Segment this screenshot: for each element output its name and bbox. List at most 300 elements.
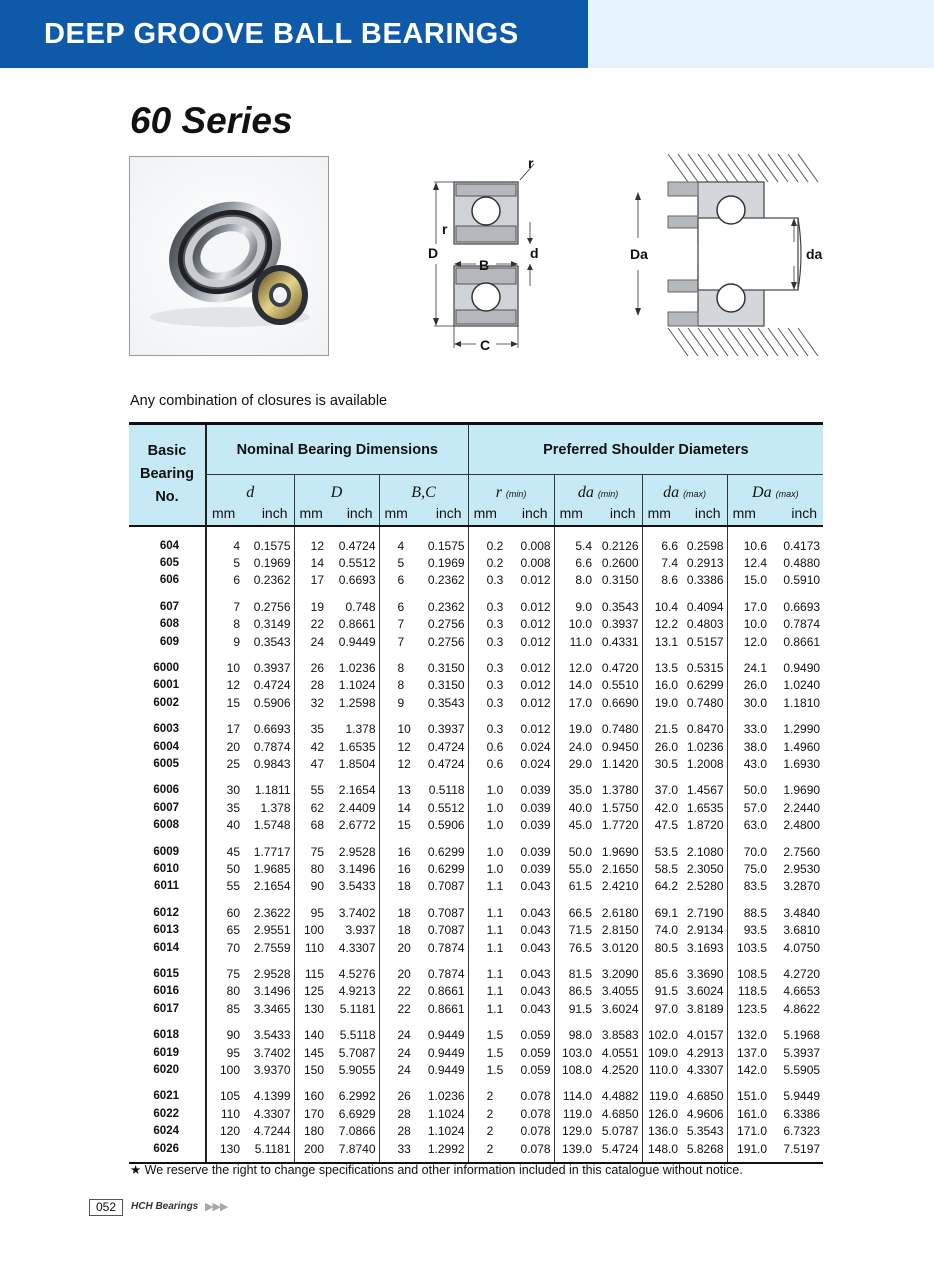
dimension-cell: 93.5 [727, 922, 771, 939]
dimension-cell: 91.5 [554, 1001, 596, 1018]
dimension-cell: 1.0 [468, 817, 507, 834]
dimension-cell: 12.2 [642, 616, 682, 633]
dimension-cell: 28 [379, 1123, 414, 1140]
dimension-cell: 0.9490 [783, 660, 821, 675]
col-da-min-header [554, 475, 642, 502]
nominal-dimensions-header: Nominal Bearing Dimensions [206, 424, 468, 475]
bearing-number-cell: 607 [159, 600, 179, 613]
dimension-cell: 0.3 [468, 712, 507, 738]
dimension-cell: 50 [206, 861, 244, 878]
dimension-cell: 13.1 [642, 634, 682, 651]
dimension-cell: 5.4 [554, 526, 596, 555]
dimension-cell: 1.1 [468, 896, 507, 922]
dimension-cell: 12 [379, 739, 414, 756]
dimension-cell: 1.0 [468, 835, 507, 861]
dimension-cell: 24 [294, 634, 328, 651]
label-r-side: r [442, 221, 448, 237]
dimension-cell: 0.4724 [427, 756, 465, 771]
dimension-cell: 4.6850 [601, 1106, 639, 1121]
col-r-header [468, 475, 554, 502]
dimension-cell: 3.1693 [686, 940, 724, 955]
dimension-cell: 5.8268 [682, 1141, 727, 1163]
dimension-cell: 26.0 [727, 677, 771, 694]
dimension-cell: 6 [206, 572, 244, 589]
dimension-cell: 1.0236 [686, 739, 724, 754]
dimension-cell: 0.3 [468, 677, 507, 694]
dimension-cell: 20 [379, 940, 414, 957]
brand-name: HCH Bearings [131, 1201, 199, 1212]
dimension-cell: 42.0 [642, 800, 682, 817]
dimension-cell: 76.5 [554, 940, 596, 957]
dimension-cell: 1.0236 [338, 660, 376, 675]
dimension-cell: 0.2756 [427, 617, 465, 632]
dimension-cell: 2 [468, 1123, 507, 1140]
page-header-title: DEEP GROOVE BALL BEARINGS [44, 18, 519, 50]
dimension-cell: 0.043 [520, 940, 551, 955]
dimension-cell: 0.2913 [686, 555, 724, 570]
bearing-number-cell: 6019 [153, 1046, 179, 1059]
dimension-cell: 6.6 [554, 555, 596, 572]
table-row [129, 773, 823, 799]
dimension-cell: 110 [206, 1106, 244, 1123]
bearing-number-cell: 6002 [153, 696, 179, 709]
dimension-cell: 3.3690 [686, 967, 724, 982]
col-D-symbol: D [330, 483, 343, 501]
shoulder-diameters-header: Preferred Shoulder Diameters [468, 424, 823, 475]
dimension-cell: 11.0 [554, 634, 596, 651]
dimension-cell: 98.0 [554, 1018, 596, 1044]
dimension-cell: 0.2 [468, 526, 507, 555]
dimension-cell: 1.1 [468, 878, 507, 895]
next-arrows-icon: ▶▶▶ [205, 1201, 228, 1213]
bearing-number-cell: 6021 [153, 1090, 179, 1103]
bearing-spec-table [129, 422, 823, 1164]
table-row [129, 983, 823, 1000]
dimension-cell: 3.4840 [783, 905, 821, 920]
dimension-cell: 2.7560 [783, 844, 821, 859]
bearing-number-cell: 604 [159, 539, 179, 552]
dimension-cell: 10.0 [554, 616, 596, 633]
bearing-number-cell: 6009 [153, 845, 179, 858]
dimension-cell: 6.2992 [338, 1089, 376, 1104]
dimension-cell: 0.2756 [253, 599, 291, 614]
dimension-cell: 32 [294, 695, 328, 712]
dimension-cell: 140 [294, 1018, 328, 1044]
dimension-cell: 2 [468, 1079, 507, 1105]
dimension-cell: 47.5 [642, 817, 682, 834]
bearing-number-cell: 6011 [154, 880, 179, 893]
dimension-cell: 1.1024 [427, 1106, 465, 1121]
dimension-cell: 0.043 [520, 905, 551, 920]
bearing-number-cell: 6007 [153, 801, 179, 814]
dimension-cell: 3.8583 [601, 1028, 639, 1043]
dimension-cell: 0.4331 [601, 634, 639, 649]
dimension-cell: 7 [206, 590, 244, 616]
dimension-cell: 139.0 [554, 1141, 596, 1163]
dimension-cell: 6 [379, 572, 414, 589]
dimension-cell: 3.1496 [338, 862, 376, 876]
dimension-cell: 74.0 [642, 922, 682, 939]
bearing-number-cell: 6018 [153, 1029, 179, 1042]
dimension-cell: 4.5276 [338, 967, 376, 982]
dimension-cell: 0.3 [468, 616, 507, 633]
table-row [129, 800, 823, 817]
unit-mm: mm [727, 502, 771, 526]
dimension-cell: 0.039 [520, 800, 551, 815]
dimension-cell: 132.0 [727, 1018, 771, 1044]
dimension-cell: 0.4724 [338, 538, 376, 553]
dimension-cell: 70.0 [727, 835, 771, 861]
dimension-cell: 19.0 [642, 695, 682, 712]
dimension-cell: 0.012 [520, 634, 551, 649]
dimension-cell: 4.2720 [783, 967, 821, 982]
dimension-cell: 5.5118 [339, 1028, 376, 1043]
dimension-cell: 115 [294, 957, 328, 983]
bearing-number-cell: 6005 [153, 757, 179, 770]
dimension-cell: 15.0 [727, 572, 771, 589]
dimension-cell: 22 [379, 983, 414, 1000]
dimension-cell: 16 [379, 861, 414, 878]
dimension-cell: 0.059 [520, 1045, 551, 1060]
table-row [129, 1062, 823, 1079]
dimension-cell: 81.5 [554, 957, 596, 983]
bearing-number-cell: 6024 [153, 1125, 179, 1138]
dimension-cell: 0.6299 [686, 678, 724, 693]
dimension-cell: 0.043 [520, 879, 551, 894]
dimension-cell: 5.1968 [783, 1028, 821, 1043]
dimension-cell: 25 [206, 756, 244, 773]
dimension-cell: 0.4173 [783, 538, 821, 553]
dimension-cell: 0.039 [520, 862, 551, 876]
dimension-cell: 5.9055 [338, 1063, 376, 1078]
dimension-cell: 55 [206, 878, 244, 895]
dimension-cell: 0.2126 [601, 538, 639, 553]
dimension-cell: 0.7087 [427, 879, 465, 894]
dimension-cell: 4.7244 [253, 1124, 291, 1139]
basic-bearing-no-header [129, 424, 206, 526]
dimension-cell: 57.0 [727, 800, 771, 817]
dimension-cell: 130 [294, 1001, 328, 1018]
dimension-cell: 40.0 [554, 800, 596, 817]
unit-inch: inch [596, 502, 642, 526]
dimension-cell: 160 [294, 1079, 328, 1105]
dimension-cell: 24.1 [727, 651, 771, 677]
table-row [129, 817, 823, 834]
dimension-cell: 5.7087 [338, 1045, 376, 1060]
table-row [129, 634, 823, 651]
dimension-cell: 62 [294, 800, 328, 817]
dimension-cell: 0.8661 [338, 617, 376, 632]
dimension-cell: 2.5280 [686, 879, 724, 894]
dimension-cell: 1.0236 [427, 1089, 465, 1104]
dimension-cell: 5.3937 [783, 1045, 821, 1060]
dimension-cell: 1.0 [468, 773, 507, 799]
dimension-cell: 0.4724 [427, 739, 465, 754]
dimension-cell: 2.4210 [601, 879, 639, 894]
table-row [129, 756, 823, 773]
unit-mm: mm [379, 502, 414, 526]
dimension-cell: 6 [379, 590, 414, 616]
label-D: D [428, 245, 439, 261]
dimension-cell: 1.0 [468, 861, 507, 878]
bearing-number-cell: 6001 [153, 679, 179, 692]
bearing-number-cell: 6022 [153, 1107, 179, 1120]
table-row [129, 1106, 823, 1123]
dimension-cell: 200 [294, 1141, 328, 1163]
dimension-cell: 3.2090 [601, 967, 639, 982]
col-da-min-sub: (min) [597, 488, 619, 499]
dimension-cell: 0.5512 [338, 555, 376, 570]
dimension-cell: 0.3 [468, 634, 507, 651]
dimension-cell: 35 [206, 800, 244, 817]
dimension-cell: 0.7087 [427, 905, 465, 920]
dimension-cell: 0.1575 [427, 538, 465, 553]
dimension-cell: 2.9530 [783, 862, 821, 876]
dimension-cell: 0.3 [468, 651, 507, 677]
dimension-cell: 13.5 [642, 651, 682, 677]
dimension-cell: 5.3543 [686, 1124, 724, 1139]
unit-mm: mm [206, 502, 244, 526]
table-row [129, 651, 823, 677]
dimension-cell: 2.9528 [253, 967, 291, 982]
dimension-cell: 161.0 [727, 1106, 771, 1123]
dimension-cell: 3.5433 [338, 879, 376, 894]
dimension-cell: 22 [379, 1001, 414, 1018]
dimension-cell: 1.9690 [783, 783, 821, 798]
dimension-cell: 0.748 [345, 599, 376, 614]
dimension-cell: 5 [206, 555, 244, 572]
dimension-cell: 0.039 [520, 818, 551, 833]
dimension-cell: 0.9449 [338, 634, 376, 649]
col-r-symbol: r [495, 483, 502, 501]
bearing-number-cell: 6008 [153, 819, 179, 832]
dimension-cell: 4.4882 [601, 1089, 639, 1104]
dimension-cell: 10 [379, 712, 414, 738]
dimension-cell: 125 [294, 983, 328, 1000]
dimension-cell: 1.1 [468, 940, 507, 957]
dimension-cell: 16 [379, 835, 414, 861]
dimension-cell: 0.2362 [427, 599, 465, 614]
dimension-cell: 68 [294, 817, 328, 834]
label-Da: Da [630, 246, 648, 262]
dimension-cell: 0.4880 [783, 555, 821, 570]
dimension-cell: 63.0 [727, 817, 771, 834]
dimension-cell: 0.043 [520, 967, 551, 982]
dimension-cell: 2.9134 [686, 923, 724, 938]
dimension-cell: 2.4800 [783, 818, 821, 833]
bearing-number-cell: 6014 [153, 941, 179, 954]
dimension-cell: 2.2440 [783, 800, 821, 815]
footnote: ★ We reserve the right to change specifications and other information included in this catalogue without notice. [130, 1163, 743, 1177]
dimension-cell: 0.3543 [253, 634, 291, 649]
dimension-cell: 0.7480 [686, 695, 724, 710]
table-row [129, 896, 823, 922]
col-Da-max-symbol: Da [752, 483, 772, 501]
dimension-cell: 0.3543 [601, 599, 639, 614]
dimension-cell: 10.4 [642, 590, 682, 616]
dimension-cell: 0.8661 [427, 984, 465, 999]
dimension-cell: 100 [206, 1062, 244, 1079]
dimension-cell: 0.024 [520, 739, 551, 754]
dimension-cell: 0.4803 [686, 617, 724, 632]
dimension-cell: 3.6024 [686, 984, 724, 999]
dimension-cell: 75 [294, 835, 328, 861]
dimension-cell: 0.6693 [783, 599, 821, 614]
dimension-cell: 0.2 [468, 555, 507, 572]
dimension-cell: 53.5 [642, 835, 682, 861]
dimension-cell: 35 [294, 712, 328, 738]
dimension-cell: 118.5 [727, 983, 771, 1000]
dimension-cell: 17 [206, 712, 244, 738]
dimension-cell: 18 [379, 878, 414, 895]
table-row [129, 835, 823, 861]
dimension-cell: 9 [379, 695, 414, 712]
dimension-cell: 33.0 [727, 712, 771, 738]
label-r-top: r [528, 155, 534, 171]
table-row [129, 1141, 823, 1163]
dimension-cell: 24 [379, 1062, 414, 1079]
dimension-cell: 1.6930 [783, 756, 821, 771]
dimension-cell: 1.5 [468, 1018, 507, 1044]
dimension-cell: 3.3465 [253, 1001, 291, 1016]
dimension-cell: 148.0 [642, 1141, 682, 1163]
dimension-cell: 9 [206, 634, 244, 651]
dimension-cell: 0.3150 [427, 678, 465, 693]
table-row [129, 861, 823, 878]
dimension-cell: 38.0 [727, 739, 771, 756]
col-D-header [294, 475, 379, 502]
dimension-cell: 58.5 [642, 861, 682, 878]
dimension-cell: 119.0 [554, 1106, 596, 1123]
dimension-cell: 1.1 [468, 983, 507, 1000]
dimension-cell: 0.6 [468, 756, 507, 773]
dimension-cell: 4.8622 [783, 1001, 821, 1016]
dimension-cell: 4.0157 [686, 1028, 724, 1043]
dimension-cell: 5.5905 [783, 1063, 821, 1078]
dimension-cell: 0.043 [520, 984, 551, 999]
dimension-cell: 191.0 [727, 1141, 771, 1163]
dimension-cell: 1.1 [468, 1001, 507, 1018]
dimension-cell: 137.0 [727, 1045, 771, 1062]
dimension-cell: 19.0 [554, 712, 596, 738]
dimension-cell: 12.0 [554, 651, 596, 677]
dimension-cell: 6.6 [642, 526, 682, 555]
dimension-cell: 1.0240 [783, 678, 821, 693]
table-row [129, 616, 823, 633]
dimension-cell: 1.5 [468, 1045, 507, 1062]
dimension-cell: 24 [379, 1045, 414, 1062]
bearing-number-cell: 6017 [153, 1002, 179, 1015]
dimension-cell: 0.078 [520, 1106, 551, 1121]
dimension-cell: 136.0 [642, 1123, 682, 1140]
dimension-cell: 12 [206, 677, 244, 694]
dimension-cell: 30.5 [642, 756, 682, 773]
dimension-cell: 4.3307 [686, 1063, 724, 1078]
dimension-cell: 45 [206, 835, 244, 861]
series-title: 60 Series [130, 100, 293, 141]
dimension-cell: 4.0750 [783, 940, 821, 955]
dimension-cell: 66.5 [554, 896, 596, 922]
dimension-cell: 75 [206, 957, 244, 983]
dimension-cell: 2.1080 [686, 844, 724, 859]
bearing-photo [129, 156, 329, 356]
table-row [129, 957, 823, 983]
basic-header-line1: Basic [147, 443, 187, 460]
dimension-cell: 0.2362 [427, 573, 465, 588]
dimension-cell: 1.1 [468, 922, 507, 939]
dimension-cell: 7.5197 [771, 1141, 823, 1163]
dimension-cell: 5.0787 [601, 1124, 639, 1139]
dimension-cell: 7.8740 [328, 1141, 379, 1163]
dimension-cell: 43.0 [727, 756, 771, 773]
dimension-cell: 19 [294, 590, 328, 616]
unit-mm: mm [294, 502, 328, 526]
dimension-cell: 6.3386 [783, 1106, 821, 1121]
table-row [129, 1001, 823, 1018]
dimension-cell: 90 [294, 878, 328, 895]
dimension-cell: 17.0 [727, 590, 771, 616]
dimension-cell: 7.0866 [338, 1124, 376, 1139]
dimension-cell: 0.2756 [427, 634, 465, 649]
dimension-cell: 26 [379, 1079, 414, 1105]
dimension-cell: 1.1420 [601, 756, 639, 771]
dimension-cell: 12.0 [727, 634, 771, 651]
table-row [129, 739, 823, 756]
dimension-cell: 2.7559 [253, 940, 291, 955]
dimension-cell: 0.012 [520, 660, 551, 675]
dimension-cell: 0.7874 [783, 617, 821, 632]
dimension-cell: 3.8189 [686, 1001, 724, 1016]
dimension-cell: 90 [206, 1018, 244, 1044]
dimension-cell: 2 [468, 1106, 507, 1123]
bearing-number-cell: 6026 [129, 1141, 206, 1163]
bearing-number-cell: 605 [159, 556, 179, 569]
dimension-cell: 1.1811 [254, 783, 291, 798]
dimension-cell: 114.0 [554, 1079, 596, 1105]
dimension-cell: 1.2008 [686, 756, 724, 771]
dimension-cell: 2.6180 [601, 905, 639, 920]
dimension-cell: 4.3307 [253, 1106, 291, 1121]
dimension-cell: 1.8504 [338, 756, 376, 771]
bearing-number-cell: 6016 [153, 985, 179, 998]
dimension-cell: 0.6 [468, 739, 507, 756]
dimension-cell: 40 [206, 817, 244, 834]
dimension-cell: 0.9843 [253, 756, 291, 771]
dimension-cell: 0.043 [520, 1001, 551, 1016]
dimension-cell: 0.024 [520, 756, 551, 771]
bearing-number-cell: 6013 [153, 924, 179, 937]
table-row [129, 1045, 823, 1062]
dimension-cell: 130 [206, 1141, 244, 1163]
dimension-cell: 20 [206, 739, 244, 756]
dimension-cell: 5.4724 [596, 1141, 642, 1163]
dimension-cell: 12 [294, 526, 328, 555]
dimension-cell: 0.039 [520, 783, 551, 798]
dimension-cell: 0.3937 [253, 660, 291, 675]
dimension-cell: 0.6693 [253, 722, 291, 737]
dimension-cell: 26.0 [642, 739, 682, 756]
dimension-cell: 71.5 [554, 922, 596, 939]
dimension-cell: 123.5 [727, 1001, 771, 1018]
dimension-cell: 1.378 [345, 722, 376, 737]
dimension-cell: 50.0 [554, 835, 596, 861]
dimension-cell: 3.7402 [253, 1045, 291, 1060]
dimension-cell: 120 [206, 1123, 244, 1140]
dimension-cell: 75.0 [727, 861, 771, 878]
table-row [129, 1079, 823, 1105]
dimension-cell: 80.5 [642, 940, 682, 957]
dimension-cell: 2.3622 [253, 905, 291, 920]
